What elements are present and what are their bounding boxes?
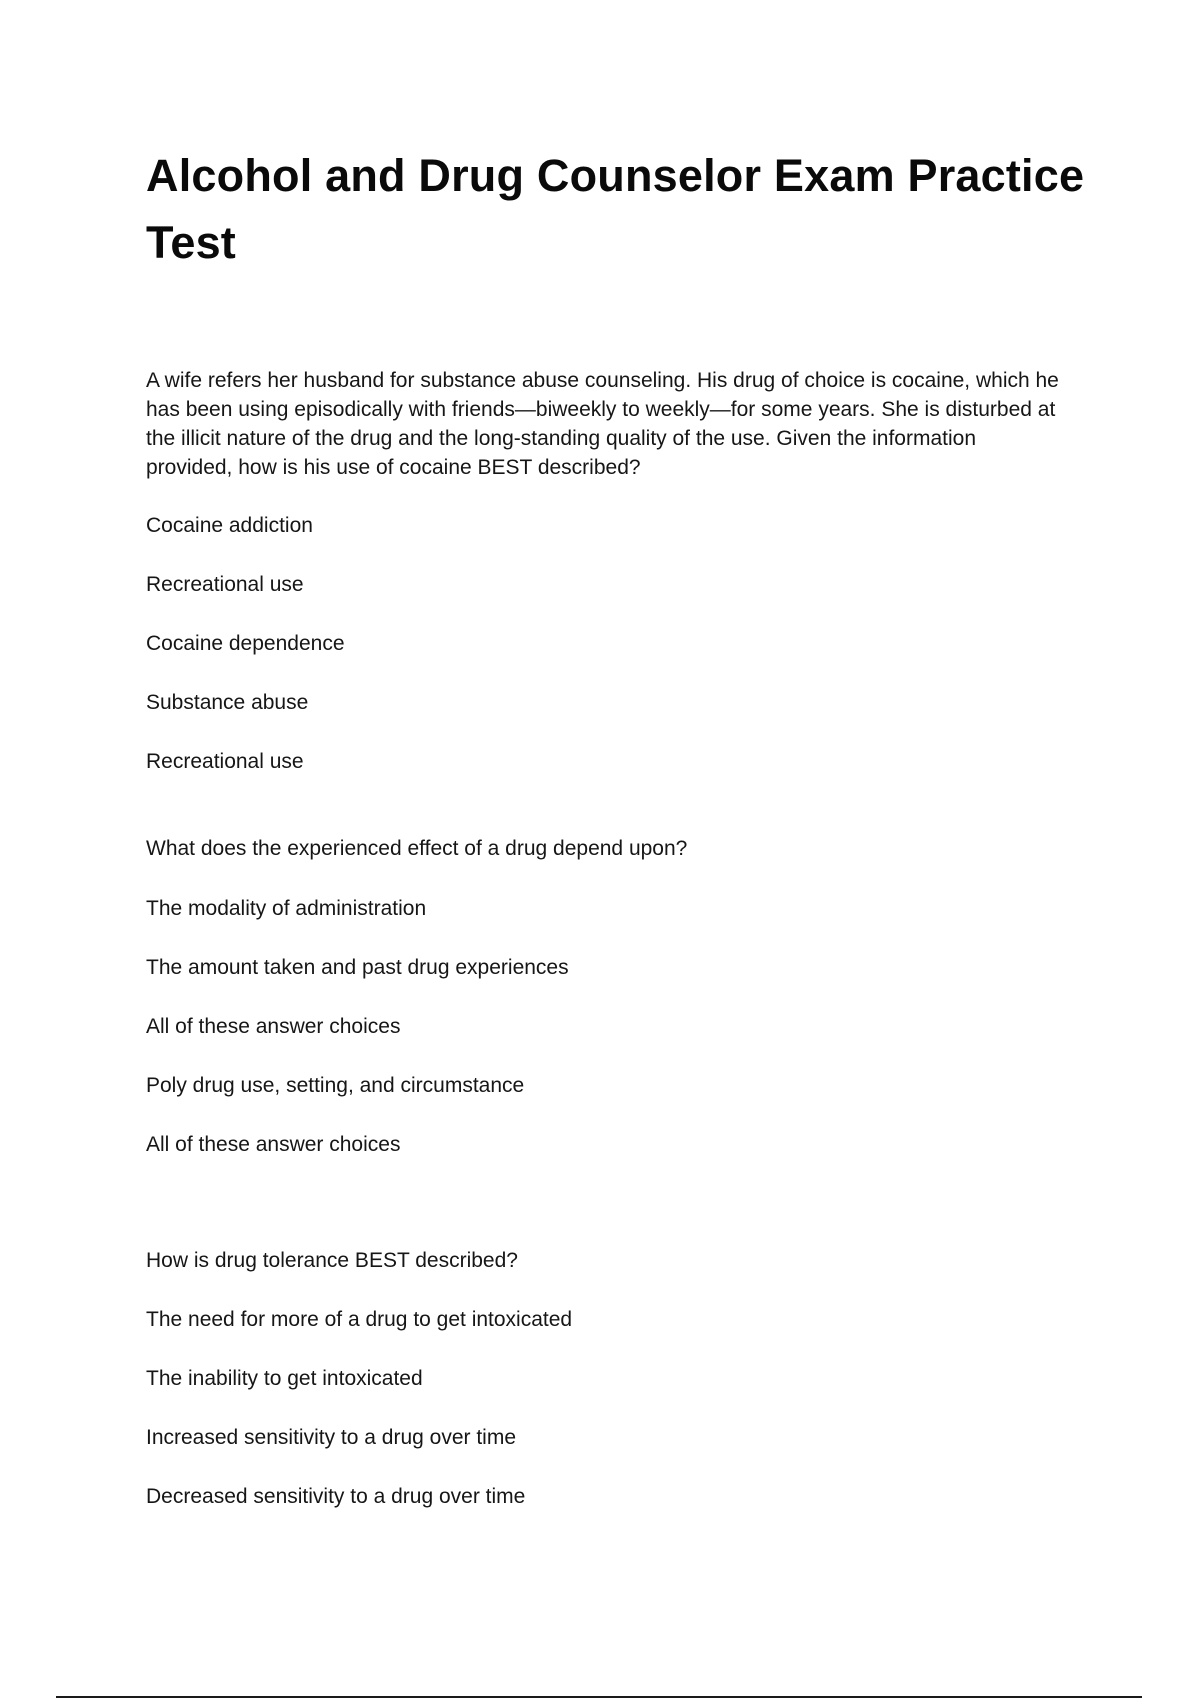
answer-option[interactable]: Cocaine addiction [146, 514, 313, 537]
answer-option[interactable]: Increased sensitivity to a drug over time [146, 1426, 517, 1449]
answer-option[interactable]: The modality of administration [146, 897, 427, 920]
answer-option[interactable]: All of these answer choices [146, 1015, 401, 1038]
question-3-text: How is drug tolerance BEST described? [146, 1249, 518, 1272]
answer-option[interactable]: Recreational use [146, 573, 304, 596]
question-1-answers [146, 511, 345, 806]
answer-option[interactable]: All of these answer choices [146, 1133, 401, 1156]
answer-option[interactable]: Recreational use [146, 750, 304, 773]
document-title: Alcohol and Drug Counselor Exam Practice Test [146, 150, 1085, 268]
question-1-text: A wife refers her husband for substance abuse counseling. His drug of choice is cocaine, which he has been using episodically with friends—biweekly to weekly—for some years. She is disturbed at the illicit nature of the drug and the long-standing quality of the use. Given the information provided, how is his use of cocaine BEST described? [146, 369, 1059, 479]
answer-option[interactable]: Decreased sensitivity to a drug over time [146, 1485, 526, 1508]
answer-option[interactable]: Poly drug use, setting, and circumstance [146, 1074, 525, 1097]
answer-option[interactable]: Substance abuse [146, 691, 309, 714]
question-2-answers [146, 894, 569, 1189]
answer-option[interactable]: The inability to get intoxicated [146, 1367, 423, 1390]
question-3-answers [146, 1305, 572, 1541]
footer-divider [56, 1696, 1142, 1698]
question-2-text: What does the experienced effect of a drug depend upon? [146, 837, 688, 860]
answer-option[interactable]: Cocaine dependence [146, 632, 345, 655]
answer-option[interactable]: The need for more of a drug to get intoxicated [146, 1308, 573, 1331]
answer-option[interactable]: The amount taken and past drug experiences [146, 956, 569, 979]
